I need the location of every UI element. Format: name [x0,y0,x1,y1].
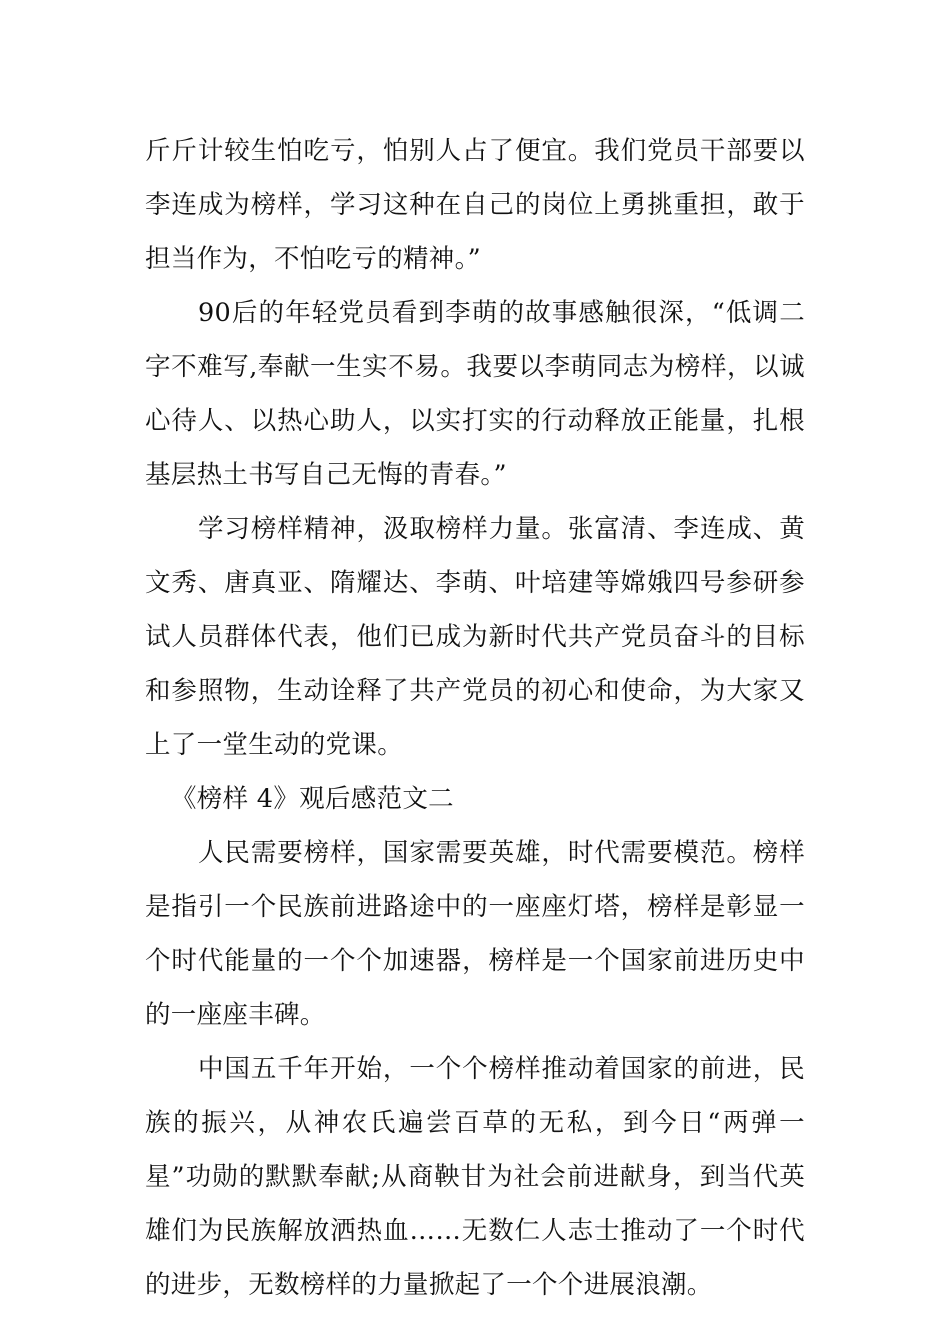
paragraph-young-member: 90后的年轻党员看到李萌的故事感触很深，“低调二字不难写,奉献一生实不易。我要以李萌同志为榜样，以诚心待人、以热心助人，以实打实的行动释放正能量，扎根基层热土书写自己无悔的青春。” [145,298,805,490]
document-body [145,124,805,1312]
section-heading: 《榜样 4》观后感范文二 [171,784,454,814]
paragraph-continuation: 斤斤计较生怕吃亏，怕别人占了便宜。我们党员干部要以李连成为榜样，学习这种在自己的岗位上勇挑重担，敢于担当作为，不怕吃亏的精神。” [145,136,805,274]
paragraph-five-thousand-years: 中国五千年开始，一个个榜样推动着国家的前进，民族的振兴，从神农氏遍尝百草的无私，到今日“两弹一星”功勋的默默奉献;从商鞅甘为社会前进献身，到当代英雄们为民族解放洒热血……无数仁人志士推动了一个时代的进步，无数榜样的力量掀起了一个个进展浪潮。 [145,1054,805,1300]
paragraph-learn-from-models: 学习榜样精神，汲取榜样力量。张富清、李连成、黄文秀、唐真亚、隋耀达、李萌、叶培建等嫦娥四号参研参试人员群体代表，他们已成为新时代共产党员奋斗的目标和参照物，生动诠释了共产党员的初心和使命，为大家又上了一堂生动的党课。 [145,514,805,760]
paragraph-people-need-models: 人民需要榜样，国家需要英雄，时代需要模范。榜样是指引一个民族前进路途中的一座座灯塔，榜样是彰显一个时代能量的一个个加速器，榜样是一个国家前进历史中的一座座丰碑。 [145,838,805,1030]
